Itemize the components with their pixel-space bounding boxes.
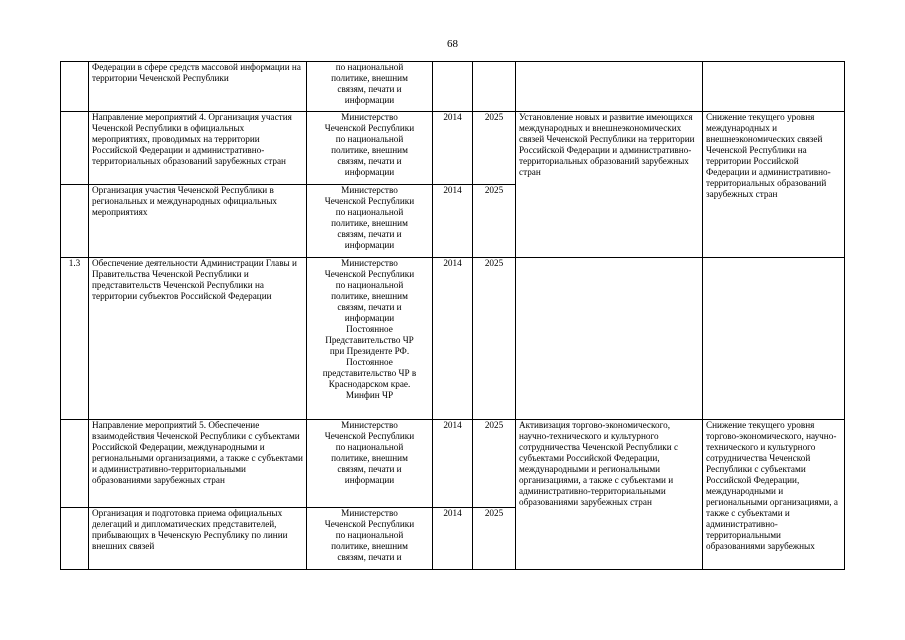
end-year-cell: 2025 [473,112,516,185]
end-year-cell: 2025 [473,420,516,508]
start-year-cell: 2014 [433,185,473,258]
expected-result-cell [516,258,703,420]
measure-name-cell: Федерации в сфере средств массовой информации на территории Чеченской Республики [89,62,307,112]
page-number: 68 [447,38,458,50]
expected-result-cell: Активизация торгово-экономического, научно-технического и культурного сотрудничества Чеченской Республики с субъектами Российской Федерации, международными и региональными организациями, а также с субъектами и административно-территориальными образованиями зарубежных стран [516,420,703,570]
executor-cell: Министерство Чеченской Республики по национальной политике, внешним связям, печати и информации Постоянное Представительство ЧР при Президенте РФ. Постоянное представительство ЧР в Краснодарском крае. Минфин ЧР [307,258,433,420]
row-number-cell [61,420,89,508]
expected-result-cell: Установление новых и развитие имеющихся международных и внешнеэкономических связей Чеченской Республики на территории Российской Федерации и административно-территориальных образований зарубежных стран [516,112,703,258]
consequence-cell: Снижение текущего уровня торгово-экономического, научно-технического и культурного сотрудничества Чеченской Республики с субъектами Российской Федерации, международными и региональными организациями, а также с субъектами и административно-территориальными образованиями зарубежных [703,420,845,570]
measure-name-cell: Направление мероприятий 5. Обеспечение взаимодействия Чеченской Республики с субъектами Российской Федерации, международными и региональными организациями, а также с субъектами и административно-территориальными образованиями зарубежных стран [89,420,307,508]
start-year-cell: 2014 [433,112,473,185]
measure-name-cell: Обеспечение деятельности Администрации Главы и Правительства Чеченской Республики и представительств Чеченской Республики на территории субъектов Российской Федерации [89,258,307,420]
consequence-cell [703,258,845,420]
table-row [61,420,845,508]
table-row [61,258,845,420]
start-year-cell [433,62,473,112]
end-year-cell [473,62,516,112]
executor-cell: Министерство Чеченской Республики по национальной политике, внешним связям, печати и информации [307,185,433,258]
row-number-cell [61,508,89,570]
measures-table [60,61,845,570]
executor-cell: Министерство Чеченской Республики по национальной политике, внешним связям, печати и информации [307,420,433,508]
end-year-cell: 2025 [473,185,516,258]
executor-cell: Министерство Чеченской Республики по национальной политике, внешним связям, печати и [307,508,433,570]
end-year-cell: 2025 [473,508,516,570]
start-year-cell: 2014 [433,420,473,508]
consequence-cell: Снижение текущего уровня международных и внешнеэкономических связей Чеченской Республики на территории Российской Федерации и административно-территориальных образований зарубежных стран [703,112,845,258]
table-row [61,62,845,112]
end-year-cell: 2025 [473,258,516,420]
row-number-cell [61,112,89,185]
executor-cell: Министерство Чеченской Республики по национальной политике, внешним связям, печати и информации [307,112,433,185]
table-row [61,112,845,185]
measure-name-cell: Организация участия Чеченской Республики в региональных и международных официальных мероприятиях [89,185,307,258]
executor-cell: по национальной политике, внешним связям, печати и информации [307,62,433,112]
row-number-cell [61,185,89,258]
measure-name-cell: Направление мероприятий 4. Организация участия Чеченской Республики в официальных мероприятиях, проводимых на территории Российской Федерации и административно-территориальных образований зарубежных стран [89,112,307,185]
row-number-cell [61,62,89,112]
consequence-cell [703,62,845,112]
start-year-cell: 2014 [433,258,473,420]
expected-result-cell [516,62,703,112]
start-year-cell: 2014 [433,508,473,570]
row-number-cell: 1.3 [61,258,89,420]
measure-name-cell: Организация и подготовка приема официальных делегаций и дипломатических представителей, прибывающих в Чеченскую Республику по линии внешних связей [89,508,307,570]
